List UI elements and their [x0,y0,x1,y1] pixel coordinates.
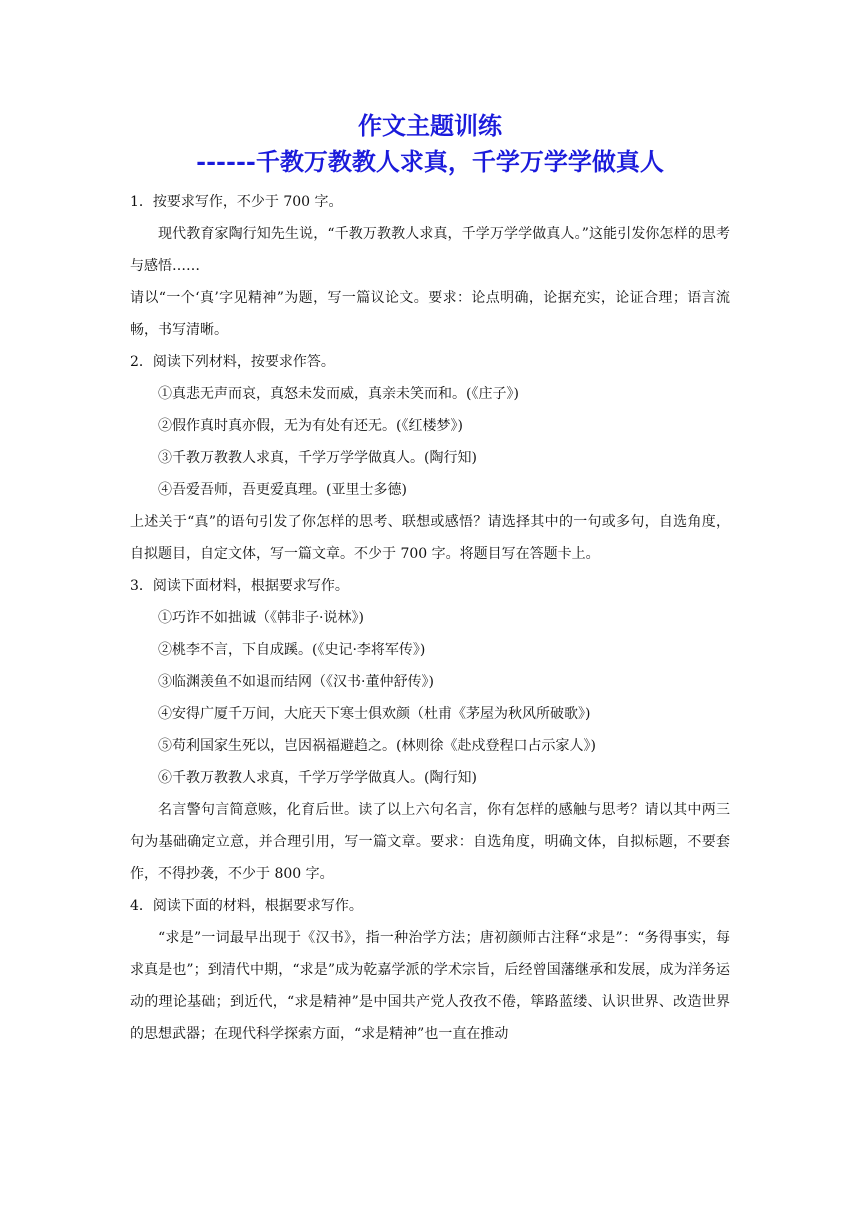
question-2-item: ①真悲无声而哀，真怒未发而威，真亲未笑而和。(《庄子》) [158,386,519,402]
document-title: 作文主题训练 [358,111,502,140]
question-3-heading: 3．阅读下面材料，根据要求写作。 [130,578,349,594]
question-3-item: ①巧诈不如拙诚（《韩非子·说林》) [158,610,364,626]
question-3-prompt: 名言警句言简意赅，化育后世。读了以上六句名言，你有怎样的感触与思考？请以其中两三句为基础确定立意，并合理引用，写一篇文章。要求：自选角度，明确文体，自拟标题，不要套作，不得抄袭，不少于 800 字。 [130,802,730,882]
question-2 [130,346,730,570]
question-2-item: ②假作真时真亦假，无为有处有还无。(《红楼梦》) [158,418,463,434]
question-4 [130,890,730,1050]
question-2-item: ④吾爱吾师，吾更爱真理。(亚里士多德) [158,482,407,498]
question-1-prompt: 请以“一个‘真’字见精神”为题，写一篇议论文。要求：论点明确，论据充实，论证合理；语言流畅，书写清晰。 [130,290,730,338]
document-page [130,108,730,1050]
question-1-material: 现代教育家陶行知先生说，“千教万教教人求真，千学万学学做真人。”这能引发你怎样的思考与感悟…… [130,226,730,274]
question-3-item: ③临渊羡鱼不如退而结网（《汉书·董仲舒传》) [158,674,434,690]
question-3-item: ⑤苟利国家生死以，岂因祸福避趋之。(林则徐《赴戍登程口占示家人》) [158,738,596,754]
question-2-item: ③千教万教教人求真，千学万学学做真人。(陶行知) [158,450,477,466]
question-3-item: ④安得广厦千万间，大庇天下寒士俱欢颜（杜甫《茅屋为秋风所破歌》) [158,706,591,722]
question-3 [130,570,730,890]
question-2-prompt: 上述关于“真”的语句引发了你怎样的思考、联想或感悟？请选择其中的一句或多句，自选角度，自拟题目，自定文体，写一篇文章。不少于 700 字。将题目写在答题卡上。 [130,514,730,562]
question-2-heading: 2．阅读下列材料，按要求作答。 [130,354,335,370]
question-3-item: ⑥千教万教教人求真，千学万学学做真人。(陶行知) [158,770,477,786]
question-1 [130,186,730,346]
question-4-heading: 4．阅读下面的材料，根据要求写作。 [130,898,363,914]
question-4-material: “求是”一词最早出现于《汉书》，指一种治学方法；唐初颜师古注释“求是”：“务得事实，每求真是也”；到清代中期，“求是”成为乾嘉学派的学术宗旨，后经曾国藩继承和发展，成为洋务运动的理论基础；到近代，“求是精神”是中国共产党人孜孜不倦，筚路蓝缕、认识世界、改造世界的思想武器；在现代科学探索方面，“求是精神”也一直在推动 [130,930,730,1042]
question-3-item: ②桃李不言，下自成蹊。(《史记·李将军传》) [158,642,426,658]
document-subtitle: ------千教万教教人求真，千学万学学做真人 [196,147,664,176]
question-1-heading: 1．按要求写作，不少于 700 字。 [130,194,343,210]
